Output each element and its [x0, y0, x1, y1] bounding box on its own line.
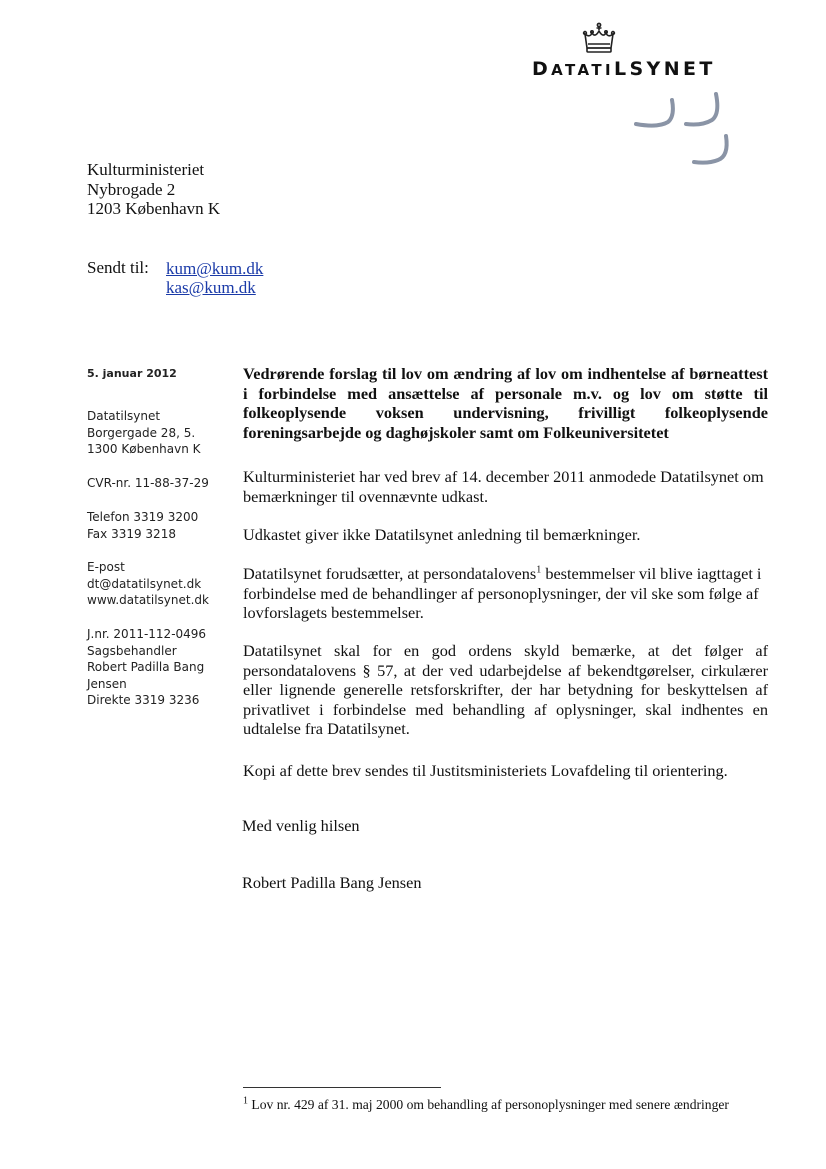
recipient-address [87, 160, 220, 219]
case-handler-label: Sagsbehandler [87, 643, 177, 658]
footnote-ref: 1 [536, 564, 542, 576]
email-link-kas[interactable]: kas@kum.dk [166, 278, 256, 297]
footnote-mark: 1 [243, 1095, 248, 1107]
fax-number: Fax 3319 3218 [87, 526, 176, 541]
phone-number: Telefon 3319 3200 [87, 510, 199, 524]
case-handler-name: Robert Padilla Bang [87, 660, 205, 674]
paragraph-section-57: Datatilsynet skal for en god ordens skyld bemærke, at det følger af persondatalovens § 57, at der ved udarbejdelse af bekendtgørelser, cirkulærer eller lignende generelle retsforskrifter, der har betydning for beskyttelsen af privatlivet i forbindelse med behandling af oplysninger, skal indhentes en udtalelse fra Datatilsynet. [243, 641, 768, 738]
footnote-text: Lov nr. 429 af 31. maj 2000 om behandling af personoplysninger med senere ændringer [248, 1097, 729, 1112]
sender-name: Datatilsynet [87, 409, 161, 423]
contact-email[interactable]: dt@datatilsynet.dk [87, 576, 202, 591]
contact-online [87, 559, 209, 609]
recipient-street: Nybrogade 2 [87, 179, 176, 199]
phone-info [87, 509, 198, 542]
handwritten-initials [628, 88, 738, 174]
contact-website[interactable]: www.datatilsynet.dk [87, 593, 209, 607]
case-handler-surname: Jensen [87, 676, 127, 691]
case-info [87, 626, 206, 709]
sent-to-emails [166, 259, 263, 297]
sender-city: 1300 København K [87, 442, 201, 456]
crown-icon [582, 22, 616, 54]
sender-address [87, 408, 201, 458]
email-link-kum[interactable]: kum@kum.dk [166, 259, 264, 278]
recipient-name: Kulturministeriet [87, 160, 205, 179]
recipient-city: 1203 København K [87, 199, 221, 218]
paragraph-copy: Kopi af dette brev sendes til Justitsministeriets Lovafdeling til orientering. [243, 761, 728, 780]
signature-name: Robert Padilla Bang Jensen [242, 873, 422, 892]
email-heading: E-post [87, 560, 125, 574]
sent-to-label: Sendt til: [87, 258, 149, 277]
paragraph-request: Kulturministeriet har ved brev af 14. december 2011 anmodede Datatilsynet om bemærkninger til ovennævnte udkast. [243, 467, 764, 506]
paragraph-assumption: Datatilsynet forudsætter, at persondatalovens$^1$ bestemmelser vil blive iagttaget i forbindelse med de behandlinger af personoplysninger, der vil ske som følge af lovforslagets bestemmelser. [243, 564, 762, 622]
case-number: J.nr. 2011-112-0496 [87, 627, 207, 641]
letter-date: 5. januar 2012 [87, 367, 177, 380]
footnote-divider [243, 1087, 441, 1088]
brand-wordmark: DATATILSYNET [532, 58, 716, 80]
cvr-number: CVR-nr. 11-88-37-29 [87, 476, 209, 490]
sender-street: Borgergade 28, 5. [87, 425, 196, 440]
letter-subject: Vedrørende forslag til lov om ændring af lov om indhentelse af børneattest i forbindelse med ansættelse af personale m.v. og lov om støtte til folkeoplysende voksen undervisning, frivilligt folkeoplysende foreningsarbejde og daghøjskoler samt om Folkeuniversitetet [243, 364, 768, 442]
closing: Med venlig hilsen [242, 816, 360, 835]
footnote [243, 1097, 729, 1113]
paragraph-no-remarks: Udkastet giver ikke Datatilsynet anledning til bemærkninger. [243, 525, 641, 544]
direct-phone: Direkte 3319 3236 [87, 693, 200, 707]
